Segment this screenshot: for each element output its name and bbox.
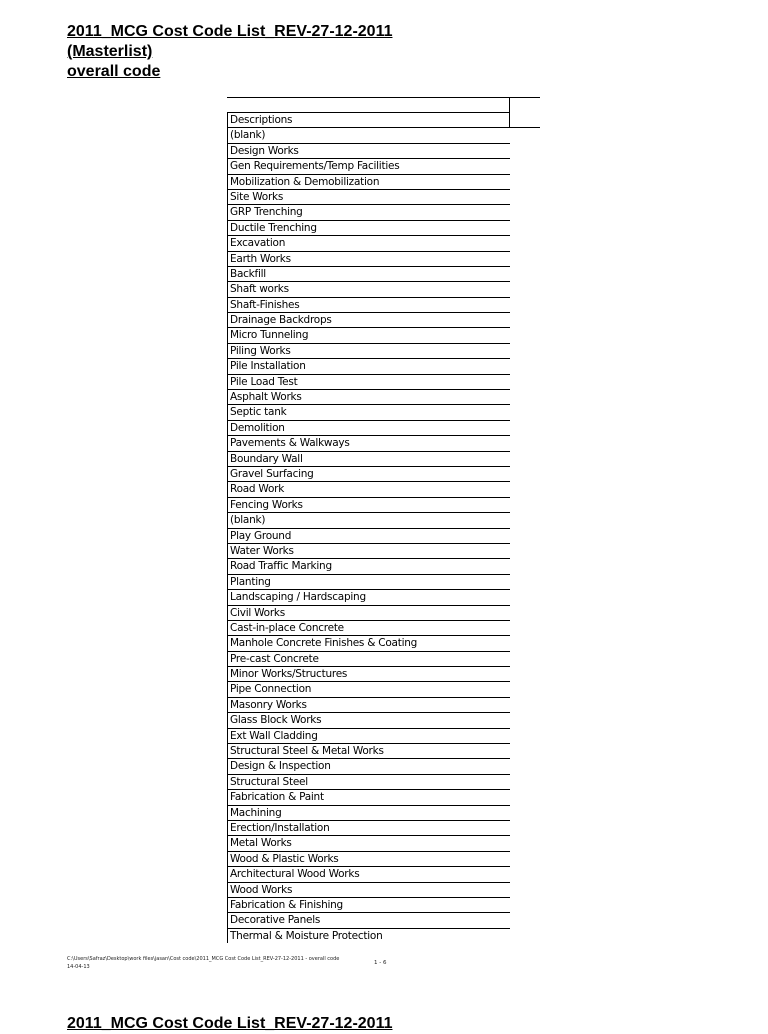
table-row: Pavements & Walkways	[228, 435, 510, 450]
table-row: Thermal & Moisture Protection	[228, 928, 510, 943]
footer-date: 14-04-13	[67, 964, 90, 970]
table-row: Pile Load Test	[228, 374, 510, 389]
table-row: Gen Requirements/Temp Facilities	[228, 158, 510, 173]
table-row: Excavation	[228, 235, 510, 250]
page-number: 1 - 6	[374, 960, 387, 966]
document-title	[67, 22, 392, 82]
table-row: Design Works	[228, 143, 510, 158]
table-row: Structural Steel	[228, 774, 510, 789]
next-page-title: 2011_MCG Cost Code List_REV-27-12-2011	[67, 1015, 393, 1032]
table-row: Design & Inspection	[228, 758, 510, 773]
table-row: GRP Trenching	[228, 204, 510, 219]
table-row: Masonry Works	[228, 697, 510, 712]
table-row: (blank)	[228, 512, 510, 527]
table-row: Pile Installation	[228, 358, 510, 373]
table-header: Descriptions	[228, 112, 510, 127]
table-row: Pipe Connection	[228, 681, 510, 696]
table-row: Septic tank	[228, 404, 510, 419]
table-row: Ductile Trenching	[228, 220, 510, 235]
table-row: Manhole Concrete Finishes & Coating	[228, 635, 510, 650]
table-row: Gravel Surfacing	[228, 466, 510, 481]
table-row: Cast-in-place Concrete	[228, 620, 510, 635]
table-row: Water Works	[228, 543, 510, 558]
table-row: Civil Works	[228, 605, 510, 620]
table-header-rule	[509, 127, 540, 128]
table-row: Shaft works	[228, 281, 510, 296]
table-row: Fencing Works	[228, 497, 510, 512]
table-row: Mobilization & Demobilization	[228, 174, 510, 189]
table-row: Decorative Panels	[228, 912, 510, 927]
table-row: Asphalt Works	[228, 389, 510, 404]
table-row: Shaft-Finishes	[228, 297, 510, 312]
table-row: Pre-cast Concrete	[228, 651, 510, 666]
table-row: Earth Works	[228, 251, 510, 266]
table-row: Micro Tunneling	[228, 327, 510, 342]
table-row: Site Works	[228, 189, 510, 204]
table-row: Metal Works	[228, 835, 510, 850]
table-row: Architectural Wood Works	[228, 866, 510, 881]
table-row: Backfill	[228, 266, 510, 281]
table-row: Wood Works	[228, 882, 510, 897]
table-row: Road Work	[228, 481, 510, 496]
table-row: Piling Works	[228, 343, 510, 358]
title-line-1: 2011_MCG Cost Code List_REV-27-12-2011	[67, 23, 393, 40]
table-row: Minor Works/Structures	[228, 666, 510, 681]
table-row: Boundary Wall	[228, 451, 510, 466]
table-row: Planting	[228, 574, 510, 589]
table-top-border	[227, 97, 540, 98]
title-line-2: (Masterlist)	[67, 43, 153, 60]
table-row: Landscaping / Hardscaping	[228, 589, 510, 604]
table-row: Erection/Installation	[228, 820, 510, 835]
table-row: Wood & Plastic Works	[228, 851, 510, 866]
table-row: Demolition	[228, 420, 510, 435]
table-row: Machining	[228, 805, 510, 820]
footer-file-path	[67, 955, 339, 971]
table-row: Road Traffic Marking	[228, 558, 510, 573]
table-row: Fabrication & Finishing	[228, 897, 510, 912]
table-row: Ext Wall Cladding	[228, 728, 510, 743]
table-row: Drainage Backdrops	[228, 312, 510, 327]
table-row: Play Ground	[228, 528, 510, 543]
table-row: (blank)	[228, 127, 510, 142]
table-rows	[227, 112, 510, 943]
table-row: Structural Steel & Metal Works	[228, 743, 510, 758]
footer-path-text: C:\Users\Safraz\Desktop\work files\jasan\Cost code\2011_MCG Cost Code List_REV-27-12-2011 - overall code	[67, 956, 340, 962]
title-line-3: overall code	[67, 63, 161, 80]
table-row: Fabrication & Paint	[228, 789, 510, 804]
table-row: Glass Block Works	[228, 712, 510, 727]
